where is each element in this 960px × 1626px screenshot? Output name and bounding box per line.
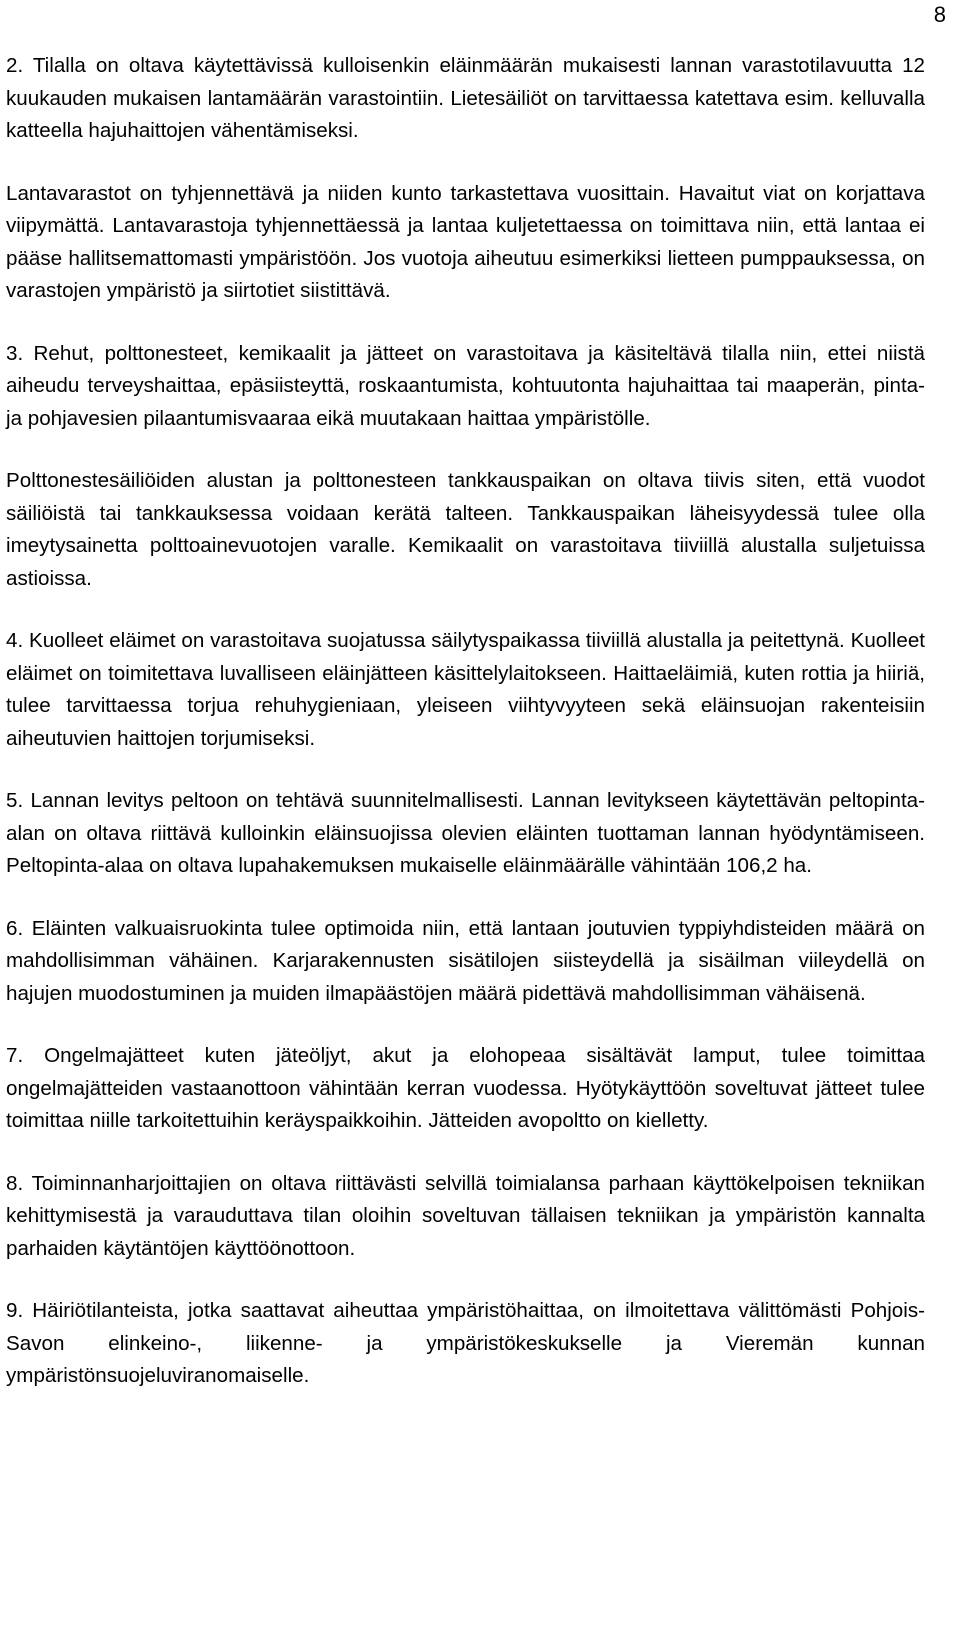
paragraph-9-incident-reporting: 9. Häiriötilanteista, jotka saattavat aiheuttaa ympäristöhaittaa, on ilmoitettava välittömästi Pohjois-Savon elinkeino-, liikenne- ja ympäristökeskukselle ja Vieremän kunnan ympäristönsuojeluviranomaiselle. bbox=[6, 1299, 925, 1387]
paragraph-5-manure-spreading: 5. Lannan levitys peltoon on tehtävä suunnitelmallisesti. Lannan levitykseen käytettävän peltopinta-alan on oltava riittävä kulloinkin eläinsuojissa olevien eläinten tuottaman lannan hyödyntämiseen. Peltopinta-alaa on oltava lupahakemuksen mukaiselle eläinmäärälle vähintään 106,2 ha. bbox=[6, 789, 925, 877]
paragraph-2-emptying-inspection: Lantavarastot on tyhjennettävä ja niiden kunto tarkastettava vuosittain. Havaitut viat on korjattava viipymättä. Lantavarastoja tyhjennettäessä ja lantaa kuljetettaessa on toimittava niin, että lantaa ei pääse hallitsemattomasti ympäristöön. Jos vuotoja aiheutuu esimerkiksi lietteen pumppauksessa, on varastojen ympäristö ja siirtotiet siistittävä. bbox=[6, 181, 925, 302]
paragraph-7-hazardous-waste: 7. Ongelmajätteet kuten jäteöljyt, akut ja elohopeaa sisältävät lamput, tulee toimittaa ongelmajätteiden vastaanottoon vähintään kerran vuodessa. Hyötykäyttöön soveltuvat jätteet tulee toimittaa niille tarkoitettuihin keräyspaikkoihin. Jätteiden avopoltto on kielletty. bbox=[6, 1044, 925, 1132]
paragraph-3-fuel-tanks: Polttonestesäiliöiden alustan ja polttonesteen tankkauspaikan on oltava tiivis siten, että vuodot säiliöistä tai tankkauksessa voidaan kerätä talteen. Tankkauspaikan läheisyydessä tulee olla imeytysainetta polttoainevuotojen varalle. Kemikaalit on varastoitava tiiviillä alustalla suljetuissa astioissa. bbox=[6, 469, 925, 590]
document-body bbox=[6, 50, 925, 1423]
paragraph-3-storage-of-substances: 3. Rehut, polttonesteet, kemikaalit ja jätteet on varastoitava ja käsiteltävä tilalla niin, ettei niistä aiheudu terveyshaittaa, epäsiisteyttä, roskaantumista, kohtuutonta hajuhaittaa tai maaperän, pinta- ja pohjavesien pilaantumisvaaraa eikä muutakaan haittaa ympäristölle. bbox=[6, 341, 925, 430]
page-number: 8 bbox=[933, 2, 946, 27]
paragraph-2-manure-storage: 2. Tilalla on oltava käytettävissä kulloisenkin eläinmäärän mukaisesti lannan varastotilavuutta 12 kuukauden mukaisen lantamäärän varastointiin. Lietesäiliöt on tarvittaessa katettava esim. kelluvalla katteella hajuhaittojen vähentämiseksi. bbox=[6, 54, 925, 142]
paragraph-6-protein-feeding: 6. Eläinten valkuaisruokinta tulee optimoida niin, että lantaan joutuvien typpiyhdisteiden määrä on mahdollisimman vähäinen. Karjarakennusten sisätilojen siisteydellä ja sisäilman viileydellä on hajujen muodostuminen ja muiden ilmapäästöjen määrä pidettävä mahdollisimman vähäisenä. bbox=[6, 916, 925, 1005]
paragraph-8-best-techniques: 8. Toiminnanharjoittajien on oltava riittävästi selvillä toimialansa parhaan käyttökelpoisen tekniikan kehittymisestä ja varauduttava tilan oloihin soveltuvan tällaisen tekniikan ja ympäristön kannalta parhaiden käytäntöjen käyttöönottoon. bbox=[6, 1171, 925, 1260]
paragraph-4-dead-animals: 4. Kuolleet eläimet on varastoitava suojatussa säilytyspaikassa tiiviillä alustalla ja peitettynä. Kuolleet eläimet on toimitettava luvalliseen eläinjätteen käsittelylaitokseen. Haittaeläimiä, kuten rottia ja hiiriä, tulee tarvittaessa torjua rehuhygieniaan, yleiseen viihtyvyyteen sekä eläinsuojan rakenteisiin aiheutuvien haittojen torjumiseksi. bbox=[6, 629, 925, 750]
